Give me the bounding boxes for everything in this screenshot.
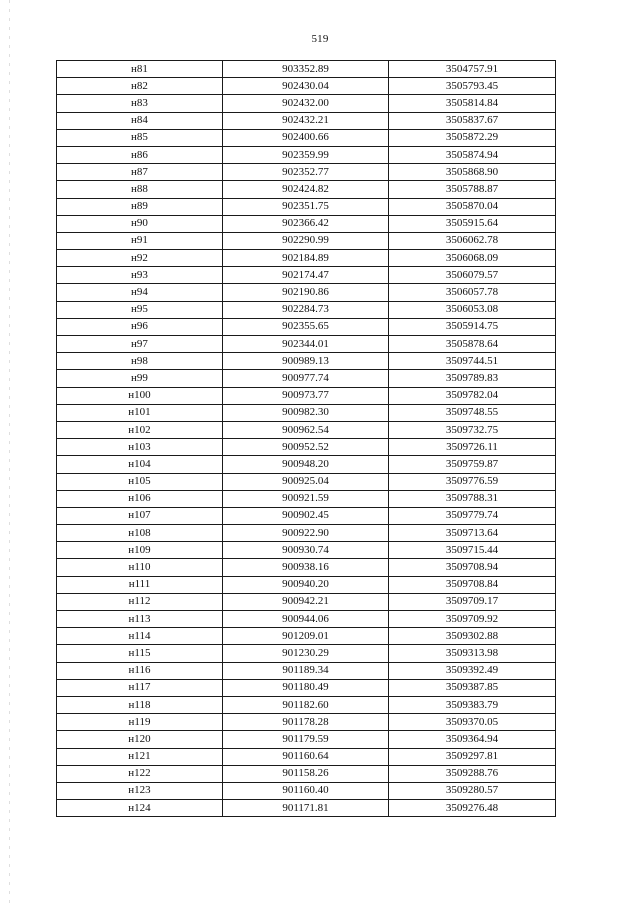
- table-row: [57, 284, 556, 301]
- x-coordinate-cell: 901230.29: [223, 645, 389, 662]
- table-row: [57, 628, 556, 645]
- table-row: [57, 198, 556, 215]
- point-id-cell: н122: [57, 765, 223, 782]
- point-id-cell: н82: [57, 78, 223, 95]
- table-row: [57, 164, 556, 181]
- y-coordinate-cell: 3504757.91: [389, 61, 556, 78]
- point-id-cell: н102: [57, 421, 223, 438]
- table-row: [57, 473, 556, 490]
- x-coordinate-cell: 902351.75: [223, 198, 389, 215]
- x-coordinate-cell: 902284.73: [223, 301, 389, 318]
- y-coordinate-cell: 3509779.74: [389, 507, 556, 524]
- x-coordinate-cell: 901180.49: [223, 679, 389, 696]
- point-id-cell: н84: [57, 112, 223, 129]
- table-row: [57, 714, 556, 731]
- table-row: [57, 61, 556, 78]
- table-row: [57, 421, 556, 438]
- y-coordinate-cell: 3505870.04: [389, 198, 556, 215]
- point-id-cell: н98: [57, 353, 223, 370]
- table-row: [57, 800, 556, 817]
- y-coordinate-cell: 3509726.11: [389, 439, 556, 456]
- point-id-cell: н91: [57, 232, 223, 249]
- x-coordinate-cell: 900973.77: [223, 387, 389, 404]
- point-id-cell: н121: [57, 748, 223, 765]
- x-coordinate-cell: 901160.64: [223, 748, 389, 765]
- y-coordinate-cell: 3509789.83: [389, 370, 556, 387]
- table-row: [57, 662, 556, 679]
- table-row: [57, 782, 556, 799]
- y-coordinate-cell: 3509383.79: [389, 696, 556, 713]
- table-row: [57, 525, 556, 542]
- scan-edge-artifact: [9, 0, 10, 905]
- y-coordinate-cell: 3509732.75: [389, 421, 556, 438]
- table-row: [57, 181, 556, 198]
- x-coordinate-cell: 900944.06: [223, 611, 389, 628]
- y-coordinate-cell: 3506053.08: [389, 301, 556, 318]
- x-coordinate-cell: 901171.81: [223, 800, 389, 817]
- y-coordinate-cell: 3509709.92: [389, 611, 556, 628]
- y-coordinate-cell: 3509748.55: [389, 404, 556, 421]
- table-row: [57, 748, 556, 765]
- table-row: [57, 765, 556, 782]
- table-row: [57, 542, 556, 559]
- y-coordinate-cell: 3505814.84: [389, 95, 556, 112]
- point-id-cell: н123: [57, 782, 223, 799]
- point-id-cell: н99: [57, 370, 223, 387]
- y-coordinate-cell: 3509280.57: [389, 782, 556, 799]
- point-id-cell: н95: [57, 301, 223, 318]
- x-coordinate-cell: 900930.74: [223, 542, 389, 559]
- point-id-cell: н114: [57, 628, 223, 645]
- point-id-cell: н111: [57, 576, 223, 593]
- table-row: [57, 215, 556, 232]
- point-id-cell: н104: [57, 456, 223, 473]
- y-coordinate-cell: 3505788.87: [389, 181, 556, 198]
- y-coordinate-cell: 3509370.05: [389, 714, 556, 731]
- x-coordinate-cell: 902355.65: [223, 318, 389, 335]
- point-id-cell: н109: [57, 542, 223, 559]
- point-id-cell: н110: [57, 559, 223, 576]
- table-row: [57, 146, 556, 163]
- table-row: [57, 696, 556, 713]
- point-id-cell: н101: [57, 404, 223, 421]
- x-coordinate-cell: 902174.47: [223, 267, 389, 284]
- x-coordinate-cell: 900948.20: [223, 456, 389, 473]
- x-coordinate-cell: 900942.21: [223, 593, 389, 610]
- x-coordinate-cell: 900940.20: [223, 576, 389, 593]
- x-coordinate-cell: 902344.01: [223, 336, 389, 353]
- x-coordinate-cell: 900962.54: [223, 421, 389, 438]
- y-coordinate-cell: 3509713.64: [389, 525, 556, 542]
- table-row: [57, 456, 556, 473]
- table-row: [57, 439, 556, 456]
- x-coordinate-cell: 901182.60: [223, 696, 389, 713]
- y-coordinate-cell: 3509392.49: [389, 662, 556, 679]
- x-coordinate-cell: 902430.04: [223, 78, 389, 95]
- y-coordinate-cell: 3509744.51: [389, 353, 556, 370]
- x-coordinate-cell: 901189.34: [223, 662, 389, 679]
- table-row: [57, 559, 556, 576]
- point-id-cell: н108: [57, 525, 223, 542]
- table-row: [57, 301, 556, 318]
- point-id-cell: н105: [57, 473, 223, 490]
- point-id-cell: н88: [57, 181, 223, 198]
- x-coordinate-cell: 902352.77: [223, 164, 389, 181]
- point-id-cell: н103: [57, 439, 223, 456]
- y-coordinate-cell: 3509788.31: [389, 490, 556, 507]
- y-coordinate-cell: 3509297.81: [389, 748, 556, 765]
- x-coordinate-cell: 900977.74: [223, 370, 389, 387]
- x-coordinate-cell: 903352.89: [223, 61, 389, 78]
- x-coordinate-cell: 900922.90: [223, 525, 389, 542]
- table-row: [57, 336, 556, 353]
- table-row: [57, 593, 556, 610]
- point-id-cell: н97: [57, 336, 223, 353]
- point-id-cell: н89: [57, 198, 223, 215]
- point-id-cell: н115: [57, 645, 223, 662]
- x-coordinate-cell: 901158.26: [223, 765, 389, 782]
- point-id-cell: н96: [57, 318, 223, 335]
- table-row: [57, 507, 556, 524]
- y-coordinate-cell: 3509708.84: [389, 576, 556, 593]
- point-id-cell: н117: [57, 679, 223, 696]
- point-id-cell: н106: [57, 490, 223, 507]
- point-id-cell: н86: [57, 146, 223, 163]
- table-row: [57, 112, 556, 129]
- x-coordinate-cell: 901179.59: [223, 731, 389, 748]
- table-row: [57, 95, 556, 112]
- table-row: [57, 318, 556, 335]
- x-coordinate-cell: 900982.30: [223, 404, 389, 421]
- point-id-cell: н113: [57, 611, 223, 628]
- table-row: [57, 353, 556, 370]
- y-coordinate-cell: 3509288.76: [389, 765, 556, 782]
- point-id-cell: н120: [57, 731, 223, 748]
- point-id-cell: н116: [57, 662, 223, 679]
- point-id-cell: н85: [57, 129, 223, 146]
- x-coordinate-cell: 902400.66: [223, 129, 389, 146]
- x-coordinate-cell: 902432.00: [223, 95, 389, 112]
- x-coordinate-cell: 900902.45: [223, 507, 389, 524]
- y-coordinate-cell: 3509782.04: [389, 387, 556, 404]
- y-coordinate-cell: 3505872.29: [389, 129, 556, 146]
- y-coordinate-cell: 3505837.67: [389, 112, 556, 129]
- x-coordinate-cell: 902190.86: [223, 284, 389, 301]
- x-coordinate-cell: 900938.16: [223, 559, 389, 576]
- y-coordinate-cell: 3509715.44: [389, 542, 556, 559]
- table-row: [57, 611, 556, 628]
- table-row: [57, 78, 556, 95]
- y-coordinate-cell: 3509776.59: [389, 473, 556, 490]
- x-coordinate-cell: 902290.99: [223, 232, 389, 249]
- y-coordinate-cell: 3505914.75: [389, 318, 556, 335]
- y-coordinate-cell: 3509302.88: [389, 628, 556, 645]
- x-coordinate-cell: 901178.28: [223, 714, 389, 731]
- point-id-cell: н100: [57, 387, 223, 404]
- y-coordinate-cell: 3509708.94: [389, 559, 556, 576]
- y-coordinate-cell: 3509364.94: [389, 731, 556, 748]
- y-coordinate-cell: 3509387.85: [389, 679, 556, 696]
- y-coordinate-cell: 3509313.98: [389, 645, 556, 662]
- coordinates-table-body: [57, 61, 556, 817]
- y-coordinate-cell: 3505915.64: [389, 215, 556, 232]
- point-id-cell: н112: [57, 593, 223, 610]
- point-id-cell: н81: [57, 61, 223, 78]
- point-id-cell: н124: [57, 800, 223, 817]
- y-coordinate-cell: 3509759.87: [389, 456, 556, 473]
- x-coordinate-cell: 902359.99: [223, 146, 389, 163]
- x-coordinate-cell: 900925.04: [223, 473, 389, 490]
- x-coordinate-cell: 902184.89: [223, 250, 389, 267]
- table-row: [57, 370, 556, 387]
- x-coordinate-cell: 900952.52: [223, 439, 389, 456]
- x-coordinate-cell: 902366.42: [223, 215, 389, 232]
- x-coordinate-cell: 902424.82: [223, 181, 389, 198]
- table-row: [57, 250, 556, 267]
- y-coordinate-cell: 3509276.48: [389, 800, 556, 817]
- table-row: [57, 232, 556, 249]
- table-row: [57, 645, 556, 662]
- y-coordinate-cell: 3505874.94: [389, 146, 556, 163]
- point-id-cell: н118: [57, 696, 223, 713]
- table-row: [57, 576, 556, 593]
- y-coordinate-cell: 3506068.09: [389, 250, 556, 267]
- y-coordinate-cell: 3506062.78: [389, 232, 556, 249]
- x-coordinate-cell: 901160.40: [223, 782, 389, 799]
- point-id-cell: н92: [57, 250, 223, 267]
- table-row: [57, 129, 556, 146]
- point-id-cell: н94: [57, 284, 223, 301]
- y-coordinate-cell: 3505793.45: [389, 78, 556, 95]
- x-coordinate-cell: 901209.01: [223, 628, 389, 645]
- coordinates-table: [56, 60, 556, 817]
- point-id-cell: н93: [57, 267, 223, 284]
- table-row: [57, 267, 556, 284]
- x-coordinate-cell: 902432.21: [223, 112, 389, 129]
- y-coordinate-cell: 3506079.57: [389, 267, 556, 284]
- point-id-cell: н107: [57, 507, 223, 524]
- point-id-cell: н119: [57, 714, 223, 731]
- y-coordinate-cell: 3509709.17: [389, 593, 556, 610]
- x-coordinate-cell: 900989.13: [223, 353, 389, 370]
- point-id-cell: н87: [57, 164, 223, 181]
- page-number: 519: [311, 33, 329, 45]
- point-id-cell: н90: [57, 215, 223, 232]
- y-coordinate-cell: 3506057.78: [389, 284, 556, 301]
- y-coordinate-cell: 3505878.64: [389, 336, 556, 353]
- y-coordinate-cell: 3505868.90: [389, 164, 556, 181]
- table-row: [57, 490, 556, 507]
- x-coordinate-cell: 900921.59: [223, 490, 389, 507]
- point-id-cell: н83: [57, 95, 223, 112]
- table-row: [57, 404, 556, 421]
- table-row: [57, 387, 556, 404]
- table-row: [57, 731, 556, 748]
- table-row: [57, 679, 556, 696]
